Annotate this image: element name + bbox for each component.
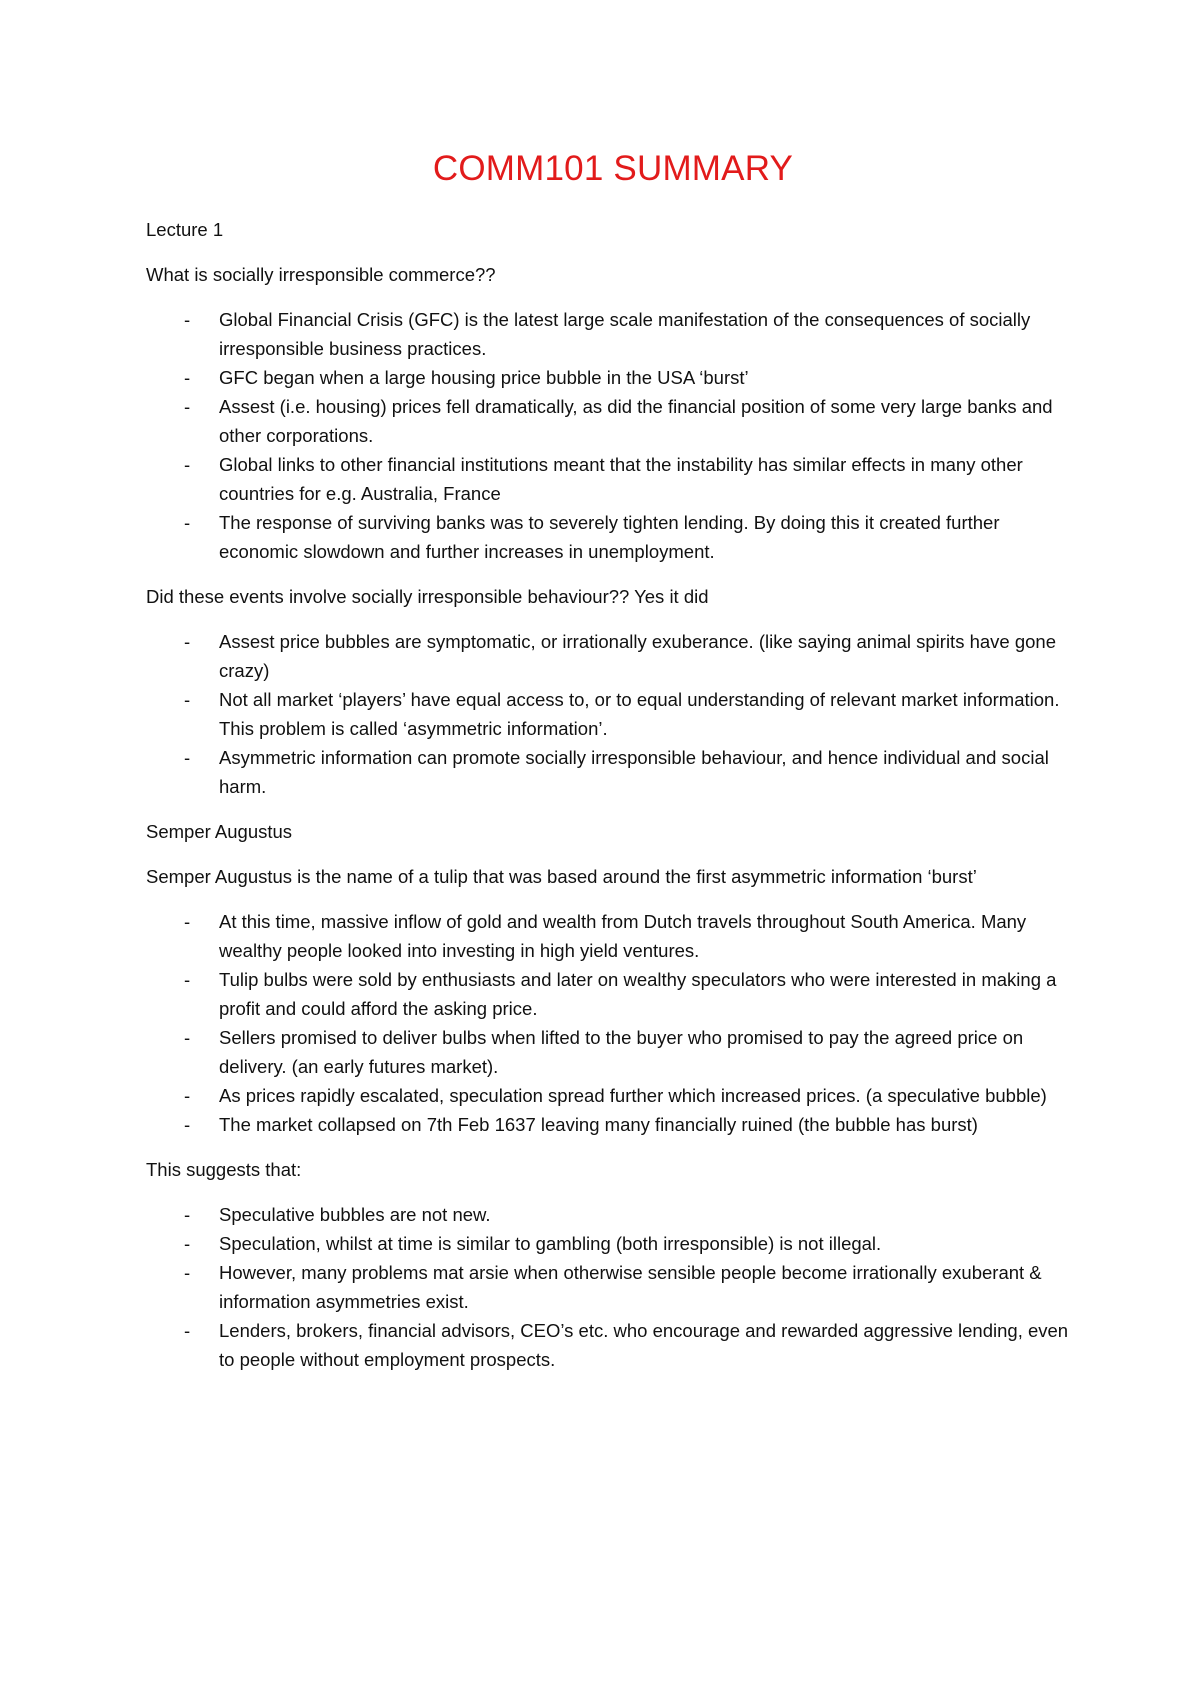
list-item: - Global links to other financial institutions meant that the instability has similar effects in many other countries for e.g. Australia, France bbox=[146, 450, 1080, 508]
list-item: - Global Financial Crisis (GFC) is the latest large scale manifestation of the consequences of socially irresponsible business practices. bbox=[146, 305, 1080, 363]
list-item: - Asymmetric information can promote socially irresponsible behaviour, and hence individual and social harm. bbox=[146, 743, 1080, 801]
list-item: - Tulip bulbs were sold by enthusiasts and later on wealthy speculators who were interested in making a profit and could afford the asking price. bbox=[146, 965, 1080, 1023]
list-item: - Speculation, whilst at time is similar to gambling (both irresponsible) is not illegal. bbox=[146, 1229, 1080, 1258]
section4-heading: This suggests that: bbox=[146, 1158, 302, 1180]
list-item: - GFC began when a large housing price bubble in the USA ‘burst’ bbox=[146, 363, 1080, 392]
list-item: - The market collapsed on 7th Feb 1637 leaving many financially ruined (the bubble has burst) bbox=[146, 1110, 1080, 1139]
section3-intro: Semper Augustus is the name of a tulip that was based around the first asymmetric information ‘burst’ bbox=[146, 865, 977, 887]
section2-question: Did these events involve socially irresponsible behaviour?? Yes it did bbox=[146, 585, 709, 607]
list-item: - At this time, massive inflow of gold and wealth from Dutch travels throughout South America. Many wealthy people looked into investing in high yield ventures. bbox=[146, 907, 1080, 965]
list-item: - As prices rapidly escalated, speculation spread further which increased prices. (a speculative bubble) bbox=[146, 1081, 1080, 1110]
list-item: - Not all market ‘players’ have equal access to, or to equal understanding of relevant market information. This problem is called ‘asymmetric information’. bbox=[146, 685, 1080, 743]
section1-bullet-list bbox=[146, 305, 1080, 566]
section2-bullet-list bbox=[146, 627, 1080, 801]
list-item: - Speculative bubbles are not new. bbox=[146, 1200, 1080, 1229]
list-item: - However, many problems mat arsie when otherwise sensible people become irrationally exuberant & information asymmetries exist. bbox=[146, 1258, 1080, 1316]
document-title: COMM101 SUMMARY bbox=[432, 149, 794, 188]
section1-question: What is socially irresponsible commerce?? bbox=[146, 263, 496, 285]
list-item: - Assest (i.e. housing) prices fell dramatically, as did the financial position of some very large banks and other corporations. bbox=[146, 392, 1080, 450]
list-item: - The response of surviving banks was to severely tighten lending. By doing this it created further economic slowdown and further increases in unemployment. bbox=[146, 508, 1080, 566]
list-item: - Lenders, brokers, financial advisors, CEO’s etc. who encourage and rewarded aggressive lending, even to people without employment prospects. bbox=[146, 1316, 1080, 1374]
list-item: - Assest price bubbles are symptomatic, or irrationally exuberance. (like saying animal spirits have gone crazy) bbox=[146, 627, 1080, 685]
section3-heading: Semper Augustus bbox=[146, 820, 293, 842]
section3-bullet-list bbox=[146, 907, 1080, 1139]
list-item: - Sellers promised to deliver bulbs when lifted to the buyer who promised to pay the agreed price on delivery. (an early futures market). bbox=[146, 1023, 1080, 1081]
section4-bullet-list bbox=[146, 1200, 1080, 1374]
lecture-heading: Lecture 1 bbox=[146, 218, 224, 240]
